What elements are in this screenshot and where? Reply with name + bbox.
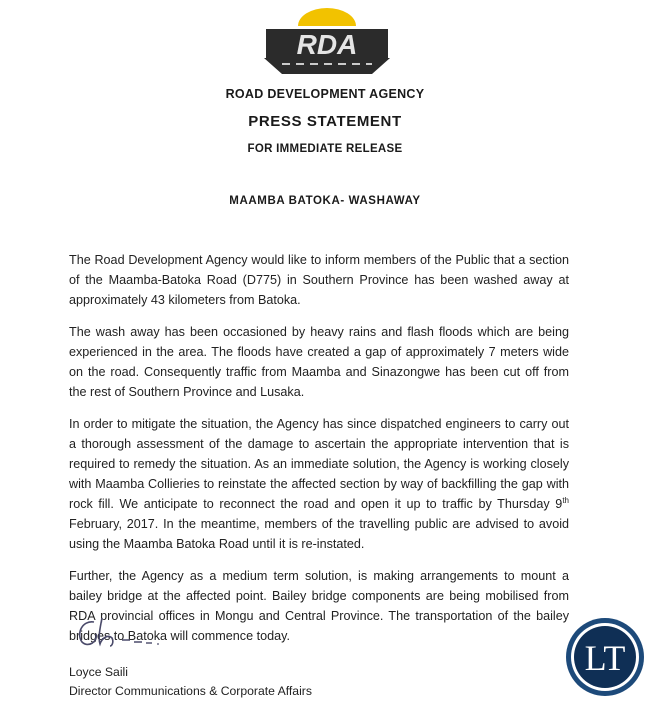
organization-name: ROAD DEVELOPMENT AGENCY [225,87,425,101]
logo-text: RDA [296,29,358,60]
paragraph-4: Further, the Agency as a medium term solution, is making arrangements to mount a bailey bridge at the affected point. Bailey bridge components are being mobilised from RDA provincial offices in Mongu and Central Province. The transportation of the bailey bridges to Batoka will commence today. [69,569,569,643]
statement-subject: MAAMBA BATOKA- WASHAWAY [229,195,421,207]
badge-text: LT [584,638,626,678]
signatory-name: Loyce Saili [69,665,128,679]
document-title: PRESS STATEMENT [248,113,402,130]
handwritten-signature [72,612,182,656]
logo-sun [298,8,356,26]
lt-badge [562,614,648,700]
paragraph-1: The Road Development Agency would like to inform members of the Public that a section of the Maamba-Batoka Road (D775) in Southern Province has been washed away at approximately 43 kilometers from Batoka. [69,253,569,307]
statement-body [69,250,569,658]
logo-road [264,58,390,74]
signatory-title: Director Communications & Corporate Affairs [69,684,312,698]
release-label: FOR IMMEDIATE RELEASE [247,143,403,155]
rda-logo [262,6,392,74]
paragraph-3: In order to mitigate the situation, the Agency has since dispatched engineers to carry out a thorough assessment of the damage to ascertain the appropriate intervention that is required to remedy the situation. As an immediate solution, the Agency is working closely with Maamba Collieries to reinstate the affected section by way of backfilling the gap with rock fill. We anticipate to reconnect the road and open it up to traffic by Thursday 9th February, 2017. In the meantime, members of the travelling public are advised to avoid using the Maamba Batoka Road until it is re-instated. [69,417,569,551]
paragraph-2: The wash away has been occasioned by heavy rains and flash floods which are being experienced in the area. The floods have created a gap of approximately 7 meters wide on the road. Consequently traffic from Maamba and Sinazongwe has been cut off from the rest of Southern Province and Lusaka. [69,325,569,399]
